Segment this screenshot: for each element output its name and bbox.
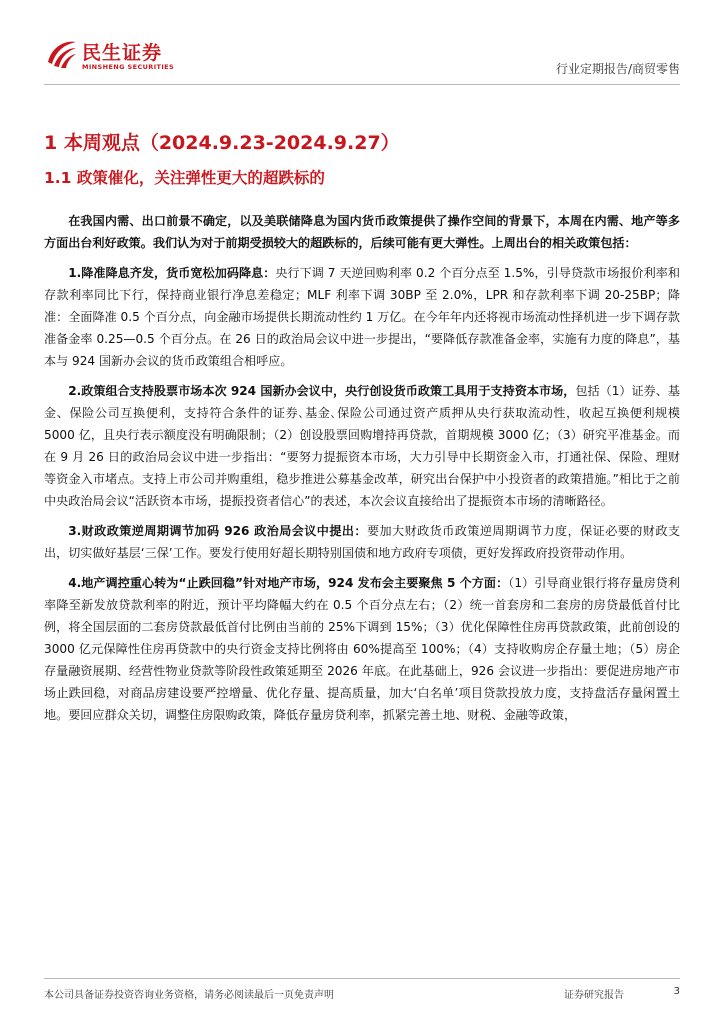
paragraph-body: （1）引导商业银行将存量房贷利率降至新发放贷款利率的附近，预计平均降幅大约在 0.5 个百分点左右；（2）统一首套房和二套房的房贷最低首付比例，将全国层面的二套房贷款最低首付比例由当前的 25%下调到 15%；（3）优化保障性住房再贷款政策，此前创设的 3000 亿元保障性住房再贷款中的央行资金支持比例将由 60%提高至 100%；（4）支持收购房企存量土地；（5）房企存量融资展期、经营性物业贷款等阶段性政策延期至 2026 年底。在此基础上，926 会议进一步指出：要促进房地产市场止跌回稳，对商品房建设要严控增量、优化存量、提高质量，加大‘白名单’项目贷款投放力度，支持盘活存量闲置土地。要回应群众关切，调整住房限购政策，降低存量房贷利率，抓紧完善土地、财税、金融等政策， <box>44 576 680 722</box>
page-number: 3 <box>673 986 680 997</box>
report-body <box>44 210 680 734</box>
paragraph-lead: 3.财政政策逆周期调节加码 926 政治局会议中提出： <box>68 524 367 538</box>
paragraph-lead: 4.地产调控重心转为“止跌回稳”针对地产市场，924 发布会主要聚焦 5 个方面： <box>68 576 509 590</box>
paragraph-property <box>44 572 680 726</box>
paragraph-lead: 在我国内需、出口前景不确定，以及美联储降息为国内货币政策提供了操作空间的背景下，本周在内需、地产等多方面出台利好政策。我们认为对于前期受损较大的超跌标的，后续可能有更大弹性。上周出台的相关政策包括： <box>44 214 680 250</box>
paragraph-intro <box>44 210 680 254</box>
paragraph-body: 央行下调 7 天逆回购利率 0.2 个百分点至 1.5%，引导贷款市场报价利率和存款利率同比下行，保持商业银行净息差稳定；MLF 利率下调 30BP 至 2.0%，LPR 和存款利率下调 20-25BP；降准：全面降准 0.5 个百分点，向金融市场提供长期流动性约 1 万亿。在今年年内还将视市场流动性择机进一步下调存款准备金率 0.25—0.5 个百分点。在 26 日的政治局会议中进一步提出，“要降低存款准备金率，实施有力度的降息”，基本与 924 国新办会议的货币政策组合相呼应。 <box>44 266 680 368</box>
paragraph-body: 包括（1）证券、基金、保险公司互换便利，支持符合条件的证券､基金､保险公司通过资产质押从央行获取流动性，收起互换便利规模 5000 亿，且央行表示额度没有明确限制；（2）创设股票回购增持再贷款，首期规模 3000 亿；（3）研究平准基金。而在 9 月 26 日的政治局会议中进一步指出：“要努力提振资本市场，大力引导中长期资金入市，打通社保、保险、理财等资金入市堵点。支持上市公司并购重组，稳步推进公募基金改革，研究出台保护中小投资者的政策措施。”相比于之前中央政治局会议“活跃资本市场，提振投资者信心”的表述，本次会议直接给出了提振资本市场的清晰路径。 <box>44 384 680 508</box>
minsheng-logo <box>44 36 204 76</box>
header-divider <box>44 84 680 85</box>
logo-name-en: MINSHENG SECURITIES <box>82 63 175 71</box>
paragraph-lead: 1.降准降息齐发，货币宽松加码降息： <box>68 266 276 280</box>
logo-name-cn: 民生证券 <box>82 42 163 64</box>
paragraph-fiscal <box>44 520 680 564</box>
logo-emblem-icon <box>44 36 78 70</box>
footer-divider <box>44 978 680 979</box>
footer-disclaimer: 本公司具备证券投资咨询业务资格，请务必阅读最后一页免责声明 <box>44 990 334 1001</box>
subsection-heading: 1.1 政策催化，关注弹性更大的超跌标的 <box>44 169 325 187</box>
section-heading: 1 本周观点（2024.9.23-2024.9.27） <box>44 132 400 154</box>
page-header <box>0 0 724 90</box>
paragraph-stock-market <box>44 380 680 512</box>
report-type: 行业定期报告/商贸零售 <box>555 62 680 76</box>
paragraph-body: 要加大财政货币政策逆周期调节力度，保证必要的财政支出，切实做好基层‘三保’工作。要发行使用好超长期特别国债和地方政府专项债，更好发挥政府投资带动作用。 <box>44 524 680 560</box>
footer-label: 证券研究报告 <box>564 990 624 1001</box>
paragraph-lead: 2.政策组合支持股票市场本次 924 国新办会议中，央行创设货币政策工具用于支持资本市场， <box>68 384 576 398</box>
paragraph-monetary <box>44 262 680 372</box>
